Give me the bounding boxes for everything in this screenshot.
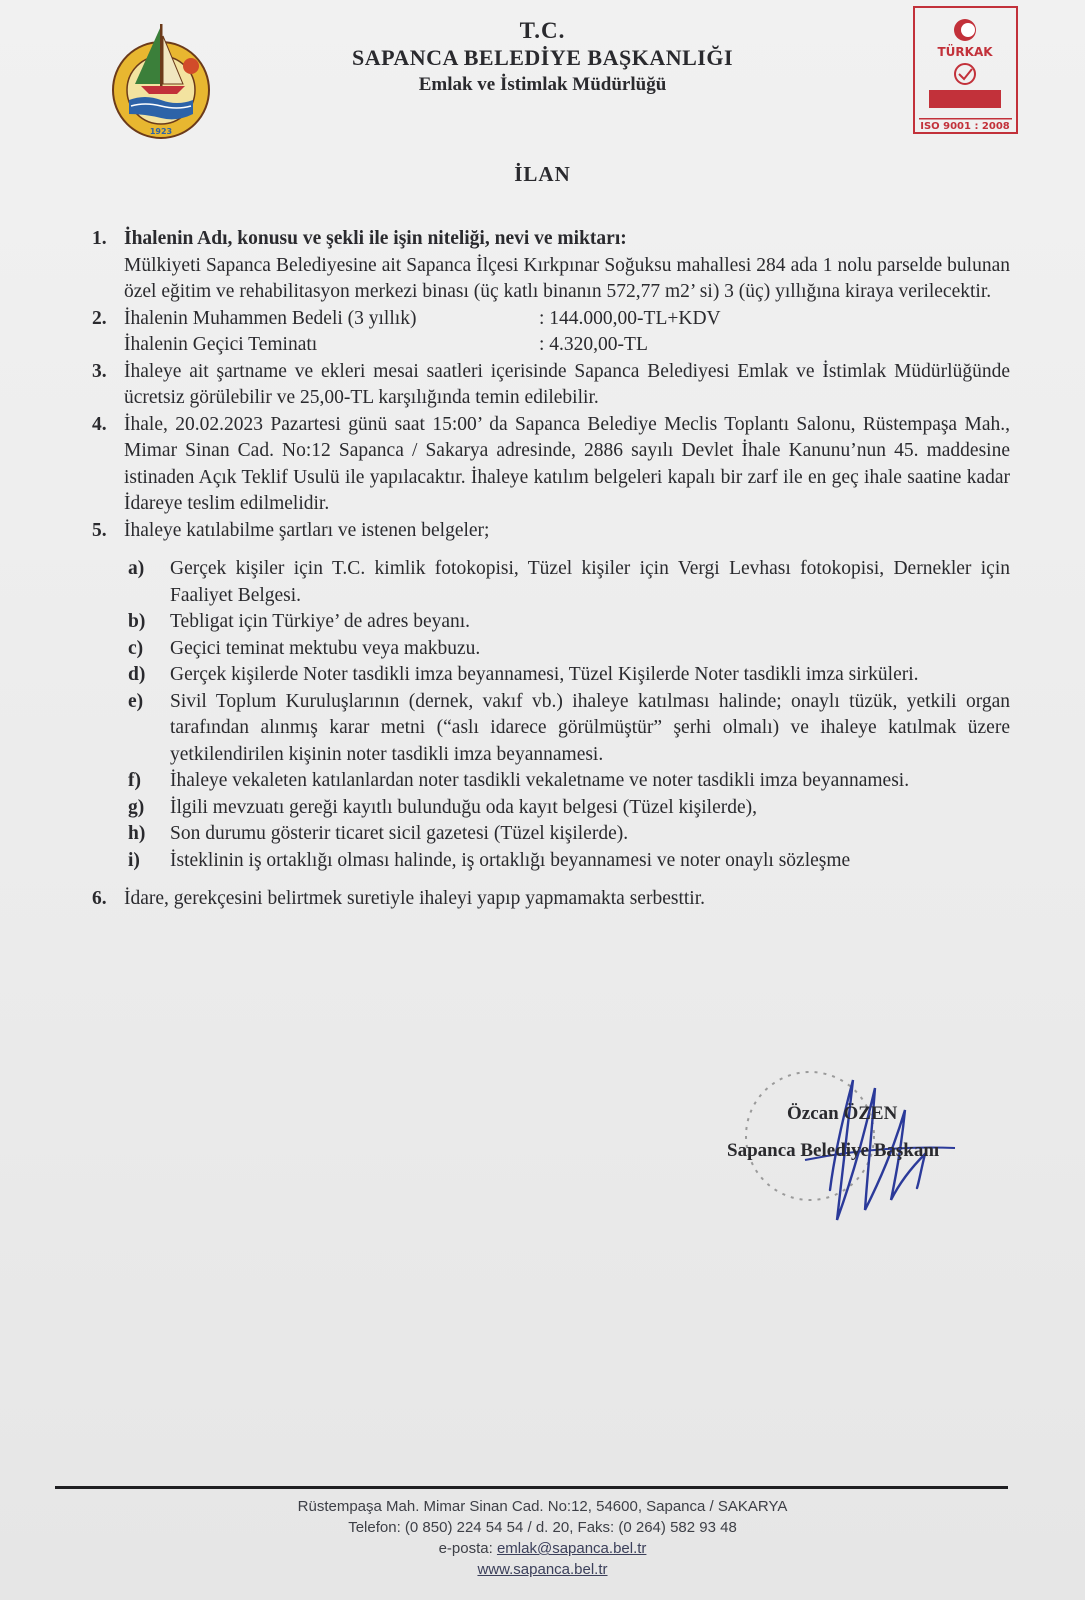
header-line-directorate: Emlak ve İstimlak Müdürlüğü <box>418 74 667 95</box>
requirement-letter: i) <box>128 849 140 871</box>
requirement-h <box>128 821 1010 848</box>
estimated-price-value: : 144.000,00-TL+KDV <box>539 307 721 329</box>
item-number: 2. <box>92 307 107 329</box>
footer-phone: Telefon: (0 850) 224 54 54 / d. 20, Faks: (0 264) 582 93 48 <box>348 1519 737 1536</box>
requirement-text: Gerçek kişilerde Noter tasdikli imza beyannamesi, Tüzel Kişilerde Noter tasdikli imza sirküleri. <box>170 664 919 685</box>
requirement-f <box>128 768 1010 795</box>
requirement-text: Sivil Toplum Kuruluşlarının (dernek, vakıf vb.) ihaleye katılması halinde; onaylı tüzük, yetkili organ tarafından alınmış karar metni (“aslı idarece görülmüştür” şerhi olmalı) ve ihaleye katılmak üzere yetkilendirilen kişinin noter tasdikli imza beyannamesi. <box>170 690 1010 765</box>
requirement-text: Geçici teminat mektubu veya makbuzu. <box>170 637 481 659</box>
iso-standard-label: ISO 9001 : 2008 <box>920 121 1010 132</box>
requirement-letter: h) <box>128 823 146 844</box>
item-3 <box>92 359 1010 412</box>
requirement-letter: c) <box>128 637 144 659</box>
document-title: İLAN <box>514 162 571 186</box>
item-text: İhale, 20.02.2023 Pazartesi günü saat 15:00’ da Sapanca Belediye Meclis Toplantı Salonu, Rüstempaşa Mah., Mimar Sinan Cad. No:12 Sapanca / Sakarya adresinde, 2886 sayılı Devlet İhale Kanunu’nun 45. maddesine istinaden Açık Teklif Usulü ile yapılacaktır. İhaleye katılım belgeleri kapalı bir zarf ile en geç ihale saatine kadar İdareye teslim edilmelidir. <box>124 413 1010 514</box>
requirement-text: İsteklinin iş ortaklığı olması halinde, iş ortaklığı beyannamesi ve noter onaylı sözleşme <box>170 849 851 871</box>
item-6 <box>92 886 1010 913</box>
requirement-e <box>128 689 1010 769</box>
temporary-guarantee-value: : 4.320,00-TL <box>539 334 648 355</box>
requirement-letter: a) <box>128 558 145 579</box>
requirement-letter: f) <box>128 770 141 791</box>
footer-website-link[interactable]: www.sapanca.bel.tr <box>477 1561 608 1578</box>
requirement-b <box>128 609 1010 636</box>
header-line-municipality: SAPANCA BELEDİYE BAŞKANLIĞI <box>351 45 734 70</box>
footer-divider <box>55 1486 1008 1489</box>
mayor-title: Sapanca Belediye Başkanı <box>727 1140 940 1161</box>
requirement-letter: g) <box>128 796 145 818</box>
item-text: İdare, gerekçesini belirtmek suretiyle ihaleyi yapıp yapmamakta serbesttir. <box>124 888 705 909</box>
requirement-text: Gerçek kişiler için T.C. kimlik fotokopisi, Tüzel kişiler için Vergi Levhası fotokopisi, Dernekler için Faaliyet Belgesi. <box>170 558 1010 606</box>
item-text: Mülkiyeti Sapanca Belediyesine ait Sapanca İlçesi Kırkpınar Soğuksu mahallesi 284 ada 1 nolu parselde bulunan özel eğitim ve rehabilitasyon merkezi binası (üç katlı binanın 572,77 m2’ si) 3 (üç) yıllığına kiraya verilecektir. <box>124 254 1010 302</box>
item-heading: İhalenin Adı, konusu ve şekli ile işin niteliği, nevi ve miktarı: <box>124 228 627 249</box>
temporary-guarantee-label: İhalenin Geçici Teminatı <box>124 334 318 355</box>
footer-email-link[interactable]: emlak@sapanca.bel.tr <box>496 1540 647 1557</box>
item-4 <box>92 412 1010 518</box>
iso-certification-badge <box>913 6 1018 134</box>
item-number: 4. <box>92 413 107 435</box>
requirement-letter: e) <box>128 690 144 712</box>
announcement-body <box>92 226 1010 913</box>
requirement-letter: d) <box>128 664 146 685</box>
item-2 <box>92 306 1010 359</box>
requirement-c <box>128 636 1010 663</box>
item-number: 5. <box>92 519 107 541</box>
requirement-text: İlgili mevzuatı gereği kayıtlı bulunduğu oda kayıt belgesi (Tüzel kişilerde), <box>170 796 757 818</box>
svg-text:1923: 1923 <box>149 127 173 136</box>
item-number: 1. <box>92 228 107 249</box>
item-5 <box>92 518 1010 545</box>
requirement-a <box>128 556 1010 609</box>
requirement-text: İhaleye vekaleten katılanlardan noter tasdikli vekaletname ve noter tasdikli imza beyannamesi. <box>170 770 910 791</box>
requirement-i <box>128 848 1010 875</box>
requirement-g <box>128 795 1010 822</box>
footer-email-label: e-posta: <box>438 1540 493 1557</box>
item-number: 6. <box>92 888 107 909</box>
mayor-name: Özcan ÖZEN <box>787 1103 898 1124</box>
item-1 <box>92 226 1010 306</box>
estimated-price-label: İhalenin Muhammen Bedeli (3 yıllık) <box>124 307 417 329</box>
header-line-tc: T.C. <box>519 18 566 43</box>
item-number: 3. <box>92 360 107 382</box>
turkak-label: TÜRKAK <box>937 45 993 59</box>
requirement-d <box>128 662 1010 689</box>
requirement-letter: b) <box>128 611 146 632</box>
item-text: İhaleye ait şartname ve ekleri mesai saatleri içerisinde Sapanca Belediyesi Emlak ve İstimlak Müdürlüğünde ücretsiz görülebilir ve 25,00-TL karşılığında temin edilebilir. <box>124 360 1010 408</box>
item-text: İhaleye katılabilme şartları ve istenen belgeler; <box>124 519 490 541</box>
requirement-text: Son durumu gösterir ticaret sicil gazetesi (Tüzel kişilerde). <box>170 823 629 844</box>
turkak-logo-icon <box>915 8 1016 132</box>
footer-address: Rüstempaşa Mah. Mimar Sinan Cad. No:12, 54600, Sapanca / SAKARYA <box>297 1498 788 1515</box>
requirement-text: Tebligat için Türkiye’ de adres beyanı. <box>170 611 471 632</box>
footer-contact <box>0 1496 1085 1580</box>
